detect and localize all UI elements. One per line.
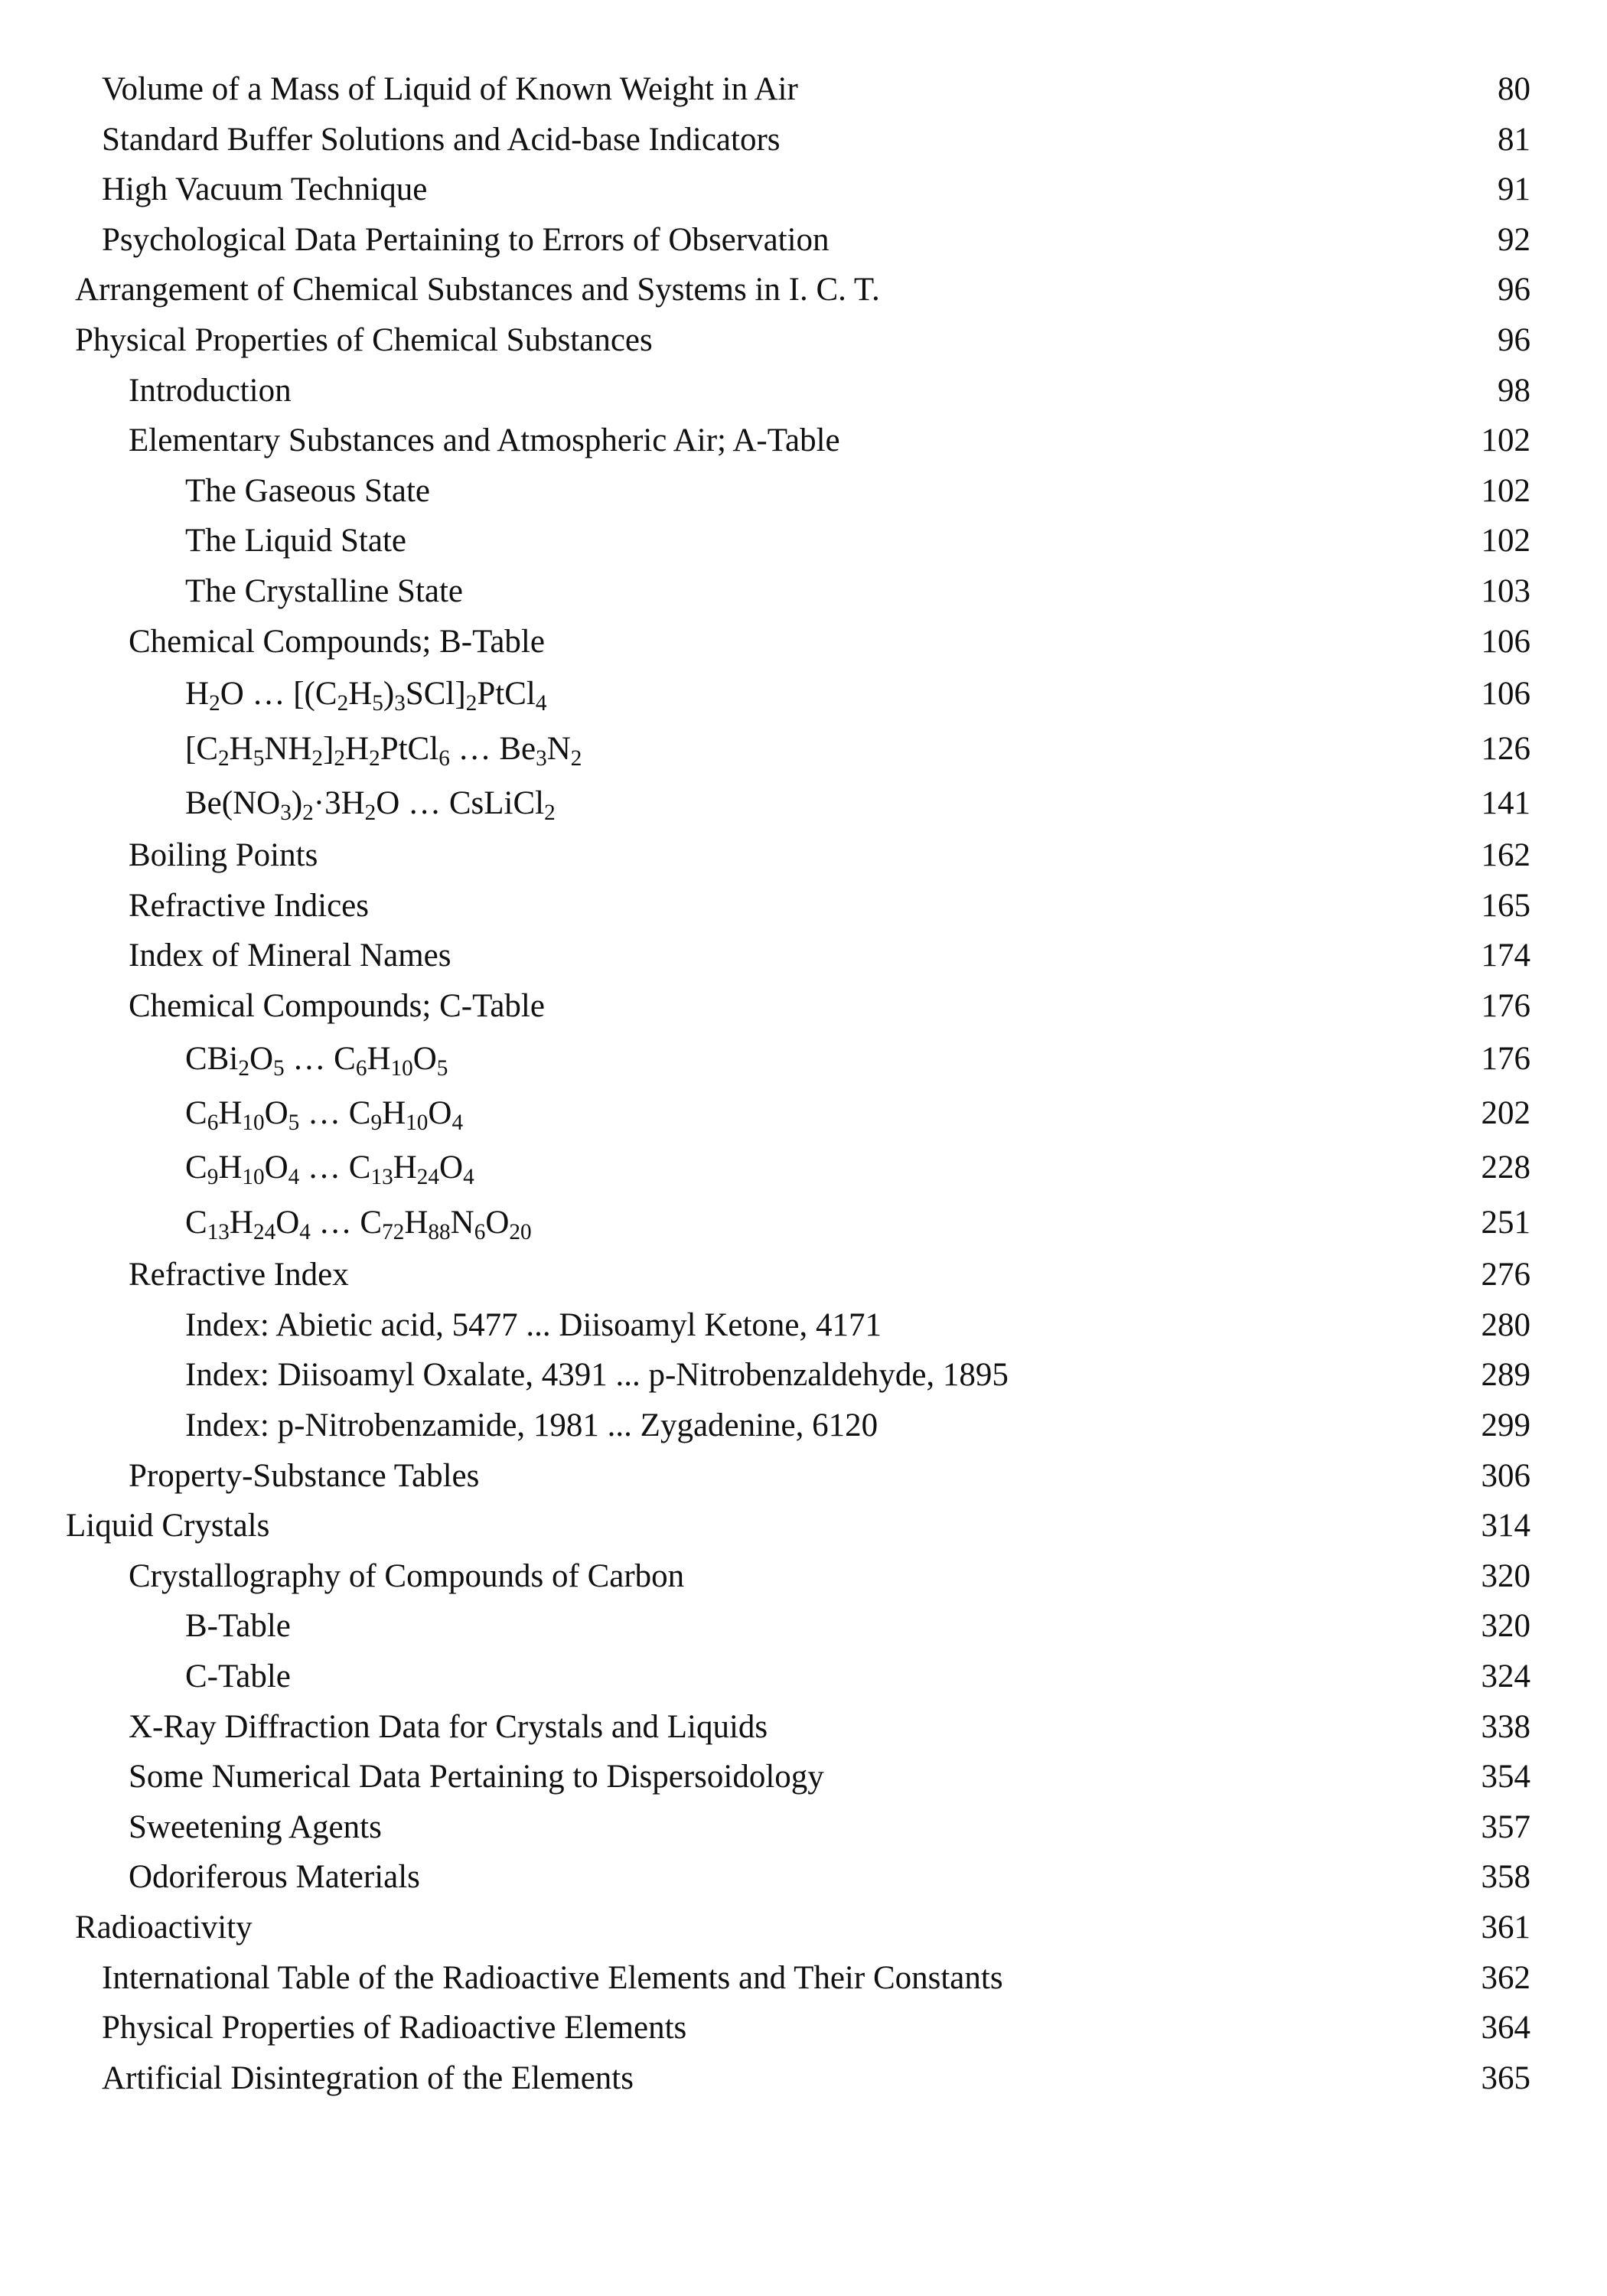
toc-entry-title: C-Table bbox=[185, 1658, 291, 1694]
toc-entry bbox=[0, 1086, 1607, 1140]
toc-entry bbox=[0, 366, 1607, 416]
toc-entry-title: Radioactivity bbox=[75, 1909, 253, 1945]
toc-entry-page: 98 bbox=[1498, 372, 1530, 409]
toc-entry-title: B-Table bbox=[185, 1608, 291, 1645]
toc-entry-page: 299 bbox=[1481, 1407, 1530, 1444]
toc-entry bbox=[0, 617, 1607, 667]
toc-entry-title: $Be(NO_3)_2\cdot 3H_2O$ … CsLiCl$_2$ bbox=[185, 784, 556, 826]
toc-entry bbox=[0, 265, 1607, 315]
toc-entry-title: Physical Properties of Radioactive Elements bbox=[102, 2010, 687, 2047]
toc-entry bbox=[0, 1250, 1607, 1300]
toc-entry-page: 320 bbox=[1481, 1557, 1530, 1594]
toc-entry-title: Refractive Indices bbox=[129, 887, 369, 924]
toc-entry-title: Index of Mineral Names bbox=[129, 938, 451, 974]
toc-entry-page: 106 bbox=[1481, 676, 1530, 713]
toc-entry-title: Sweetening Agents bbox=[129, 1808, 382, 1845]
toc-entry bbox=[0, 1032, 1607, 1086]
toc-entry bbox=[0, 315, 1607, 366]
toc-entry-title: The Crystalline State bbox=[185, 572, 464, 609]
toc-entry bbox=[0, 830, 1607, 881]
toc-entry-title: $CBi_2O_5$ … $C_6H_{10}O_5$ bbox=[185, 1040, 448, 1081]
toc-entry-title: $C_9H_{10}O_4$ … $C_{13}H_{24}O_4$ bbox=[185, 1150, 474, 1190]
toc-entry-page: 320 bbox=[1481, 1608, 1530, 1645]
toc-entry-page: 276 bbox=[1481, 1257, 1530, 1293]
toc-entry-page: 365 bbox=[1481, 2060, 1530, 2096]
toc-entry-page: 362 bbox=[1481, 1959, 1530, 1996]
toc-entry bbox=[0, 165, 1607, 215]
toc-entry bbox=[0, 2003, 1607, 2053]
toc-entry bbox=[0, 115, 1607, 165]
toc-entry bbox=[0, 516, 1607, 566]
toc-entry-page: 354 bbox=[1481, 1759, 1530, 1795]
toc-entry-title: $C_{13}H_{24}O_4$ … $C_{72}H_{88}N_6O_{20}$ bbox=[185, 1204, 532, 1245]
toc-entry bbox=[0, 667, 1607, 721]
toc-entry-title: Property-Substance Tables bbox=[129, 1457, 480, 1494]
toc-entry-title: Chemical Compounds; B-Table bbox=[129, 623, 545, 660]
toc-entry-title: The Gaseous State bbox=[185, 472, 431, 509]
toc-entry-title: Artificial Disintegration of the Elements bbox=[102, 2060, 634, 2096]
toc-entry bbox=[0, 1401, 1607, 1451]
toc-entry-title: Arrangement of Chemical Substances and Systems in I. C. T. bbox=[75, 272, 880, 308]
toc-entry bbox=[0, 881, 1607, 931]
toc-entry-page: 102 bbox=[1481, 422, 1530, 459]
toc-entry-title: X-Ray Diffraction Data for Crystals and Liquids bbox=[129, 1708, 768, 1745]
toc-entry bbox=[0, 1652, 1607, 1702]
toc-entry-page: 165 bbox=[1481, 887, 1530, 924]
toc-entry-page: 251 bbox=[1481, 1204, 1530, 1241]
toc-entry bbox=[0, 1852, 1607, 1903]
toc-entry-page: 92 bbox=[1498, 221, 1530, 258]
toc-entry-title: High Vacuum Technique bbox=[102, 171, 428, 208]
toc-entry-page: 357 bbox=[1481, 1808, 1530, 1845]
toc-entry-title: Physical Properties of Chemical Substances bbox=[75, 321, 653, 358]
toc-entry-page: 141 bbox=[1481, 784, 1530, 821]
toc-entry bbox=[0, 1451, 1607, 1502]
toc-entry-title: Standard Buffer Solutions and Acid-base Indicators bbox=[102, 121, 781, 158]
toc-entry bbox=[0, 1702, 1607, 1753]
toc-entry bbox=[0, 1551, 1607, 1602]
toc-entry-title: Elementary Substances and Atmospheric Air; A-Table bbox=[129, 422, 840, 459]
toc-entry-title: Some Numerical Data Pertaining to Dispersoidology bbox=[129, 1759, 824, 1795]
toc-entry-page: 176 bbox=[1481, 988, 1530, 1025]
toc-entry bbox=[0, 64, 1607, 115]
toc-entry-page: 102 bbox=[1481, 523, 1530, 559]
toc-entry-title: Index: p-Nitrobenzamide, 1981 ... Zygadenine, 6120 bbox=[185, 1407, 878, 1444]
toc-entry-title: Psychological Data Pertaining to Errors of Observation bbox=[102, 221, 830, 258]
toc-entry-page: 102 bbox=[1481, 472, 1530, 509]
toc-entry-page: 162 bbox=[1481, 837, 1530, 874]
toc-entry-title: Introduction bbox=[129, 372, 292, 409]
toc-entry bbox=[0, 1752, 1607, 1802]
toc-entry bbox=[0, 1300, 1607, 1351]
toc-entry bbox=[0, 1350, 1607, 1401]
toc-entry-title: Index: Abietic acid, 5477 ... Diisoamyl Ketone, 4171 bbox=[185, 1306, 882, 1343]
toc-entry bbox=[0, 466, 1607, 517]
toc-entry bbox=[0, 1903, 1607, 1953]
toc-entry-page: 361 bbox=[1481, 1909, 1530, 1945]
toc-entry-title: Odoriferous Materials bbox=[129, 1859, 420, 1896]
toc-entry-title: $C_6H_{10}O_5$ … $C_9H_{10}O_4$ bbox=[185, 1095, 464, 1136]
toc-entry bbox=[0, 1195, 1607, 1250]
toc-entry-title: International Table of the Radioactive Elements and Their Constants bbox=[102, 1959, 1003, 1996]
toc-entry-page: 289 bbox=[1481, 1357, 1530, 1394]
toc-entry-page: 174 bbox=[1481, 938, 1530, 974]
toc-entry-page: 324 bbox=[1481, 1658, 1530, 1694]
toc-entry-page: 103 bbox=[1481, 572, 1530, 609]
toc-entry-title: Refractive Index bbox=[129, 1257, 349, 1293]
toc-entry-page: 81 bbox=[1498, 121, 1530, 158]
toc-entry-page: 176 bbox=[1481, 1040, 1530, 1077]
toc-entry-page: 106 bbox=[1481, 623, 1530, 660]
toc-entry bbox=[0, 1953, 1607, 2004]
toc-entry-title: Index: Diisoamyl Oxalate, 4391 ... p-Nitrobenzaldehyde, 1895 bbox=[185, 1357, 1009, 1394]
toc-entry bbox=[0, 1501, 1607, 1551]
toc-entry-page: 314 bbox=[1481, 1508, 1530, 1544]
toc-entry-page: 228 bbox=[1481, 1150, 1530, 1186]
toc-entry bbox=[0, 1601, 1607, 1652]
toc-entry-title: Crystallography of Compounds of Carbon bbox=[129, 1557, 685, 1594]
toc-entry-title: $H_2O$ … $[(C_2H_5)_3SCl]_2PtCl_4$ bbox=[185, 676, 547, 716]
toc-entry-page: 280 bbox=[1481, 1306, 1530, 1343]
toc-entry bbox=[0, 981, 1607, 1032]
toc-entry bbox=[0, 566, 1607, 617]
table-of-contents bbox=[0, 64, 1607, 2103]
toc-entry-page: 91 bbox=[1498, 171, 1530, 208]
toc-entry bbox=[0, 1140, 1607, 1195]
toc-entry bbox=[0, 215, 1607, 266]
toc-entry-page: 358 bbox=[1481, 1859, 1530, 1896]
toc-entry bbox=[0, 1802, 1607, 1853]
toc-entry bbox=[0, 416, 1607, 466]
toc-entry-page: 96 bbox=[1498, 272, 1530, 308]
toc-entry-page: 202 bbox=[1481, 1095, 1530, 1132]
toc-entry bbox=[0, 776, 1607, 830]
toc-entry-title: Boiling Points bbox=[129, 837, 318, 874]
toc-entry-title: The Liquid State bbox=[185, 523, 406, 559]
toc-entry-title: Chemical Compounds; C-Table bbox=[129, 988, 545, 1025]
toc-entry-title: $[C_2H_5NH_2]_2H_2PtCl_6$ … $Be_3N_2$ bbox=[185, 730, 582, 771]
toc-entry-title: Liquid Crystals bbox=[66, 1508, 270, 1544]
toc-entry bbox=[0, 2053, 1607, 2104]
toc-entry-page: 80 bbox=[1498, 71, 1530, 107]
toc-entry bbox=[0, 722, 1607, 776]
toc-entry bbox=[0, 931, 1607, 981]
toc-entry-page: 306 bbox=[1481, 1457, 1530, 1494]
toc-entry-page: 96 bbox=[1498, 321, 1530, 358]
toc-entry-page: 364 bbox=[1481, 2010, 1530, 2047]
toc-entry-page: 126 bbox=[1481, 730, 1530, 767]
toc-entry-title: Volume of a Mass of Liquid of Known Weight in Air bbox=[102, 71, 798, 107]
toc-entry-page: 338 bbox=[1481, 1708, 1530, 1745]
